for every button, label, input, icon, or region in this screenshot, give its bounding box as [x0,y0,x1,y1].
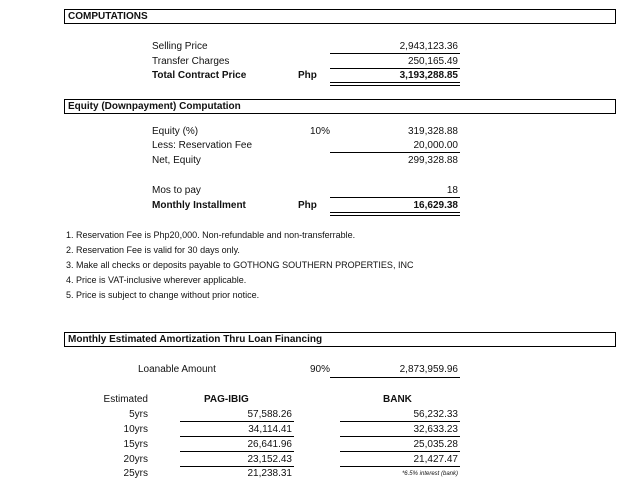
equity-label: Equity (%) [152,126,199,137]
mos-to-pay-underline [330,197,460,198]
term-label: 5yrs [129,409,148,420]
loanable-amount-label: Loanable Amount [138,364,216,375]
mos-to-pay-value: 18 [446,185,458,196]
note-4: 4. Price is VAT-inclusive wherever applicable. [66,275,247,285]
amortization-header: Monthly Estimated Amortization Thru Loan Financing [64,332,616,347]
net-equity-label: Net, Equity [152,155,201,166]
note-2: 2. Reservation Fee is valid for 30 days only. [66,245,240,255]
monthly-installment-currency: Php [298,200,317,211]
note-1: 1. Reservation Fee is Php20,000. Non-refundable and non-transferrable. [66,230,356,240]
pagibig-row-line [180,451,294,452]
bank-interest-note: *6.5% interest (bank) [401,471,458,477]
bank-amount: 56,232.33 [413,409,458,420]
total-contract-price-value: 3,193,288.85 [399,70,458,81]
term-label: 15yrs [123,439,148,450]
monthly-installment-value: 16,629.38 [413,200,458,211]
bank-amount: 25,035.28 [413,439,458,450]
note-5: 5. Price is subject to change without prior notice. [66,290,260,300]
bank-row-line [340,436,460,437]
loanable-underline [330,377,460,378]
selling-price-label: Selling Price [152,41,208,52]
tcp-currency: Php [298,70,317,81]
pagibig-amount: 26,641.96 [247,439,292,450]
mos-to-pay-label: Mos to pay [152,185,201,196]
pagibig-amount: 21,238.31 [247,468,292,479]
equity-percent: 10% [309,126,330,137]
monthly-installment-double-underline [330,212,460,216]
note-3: 3. Make all checks or deposits payable to GOTHONG SOUTHERN PROPERTIES, INC [66,260,414,270]
computations-header: COMPUTATIONS [64,9,616,24]
pagibig-amount: 34,114.41 [248,424,292,435]
pagibig-row-line [180,421,294,422]
reservation-fee-label: Less: Reservation Fee [152,140,253,151]
equity-header: Equity (Downpayment) Computation [64,99,616,114]
reservation-fee-amount: 20,000.00 [413,140,458,151]
reservation-fee-underline [330,152,460,153]
transfer-charges-value: 250,165.49 [407,56,458,67]
term-label: 25yrs [123,468,148,479]
transfer-charges-label: Transfer Charges [152,56,230,67]
equity-amount: 319,328.88 [407,126,458,137]
total-contract-price-label: Total Contract Price [152,70,247,81]
bank-row-line [340,466,460,467]
bank-row-line [340,421,460,422]
monthly-installment-label: Monthly Installment [152,200,246,211]
selling-price-value: 2,943,123.36 [399,41,458,52]
net-equity-amount: 299,328.88 [407,155,458,166]
bank-amount: 32,633.23 [413,424,458,435]
pagibig-row-line [180,436,294,437]
pagibig-column-header: PAG-IBIG [204,394,249,405]
pagibig-amount: 23,152.43 [247,454,292,465]
bank-amount: 21,427.47 [413,454,458,465]
tcp-double-underline [330,82,460,86]
loanable-percent: 90% [309,364,330,375]
selling-price-underline [330,53,460,54]
term-label: 10yrs [123,424,148,435]
bank-column-header: BANK [383,394,412,405]
bank-row-line [340,451,460,452]
estimated-label: Estimated [103,394,148,405]
term-label: 20yrs [123,454,148,465]
pagibig-amount: 57,588.26 [247,409,292,420]
loanable-amount-value: 2,873,959.96 [399,364,458,375]
